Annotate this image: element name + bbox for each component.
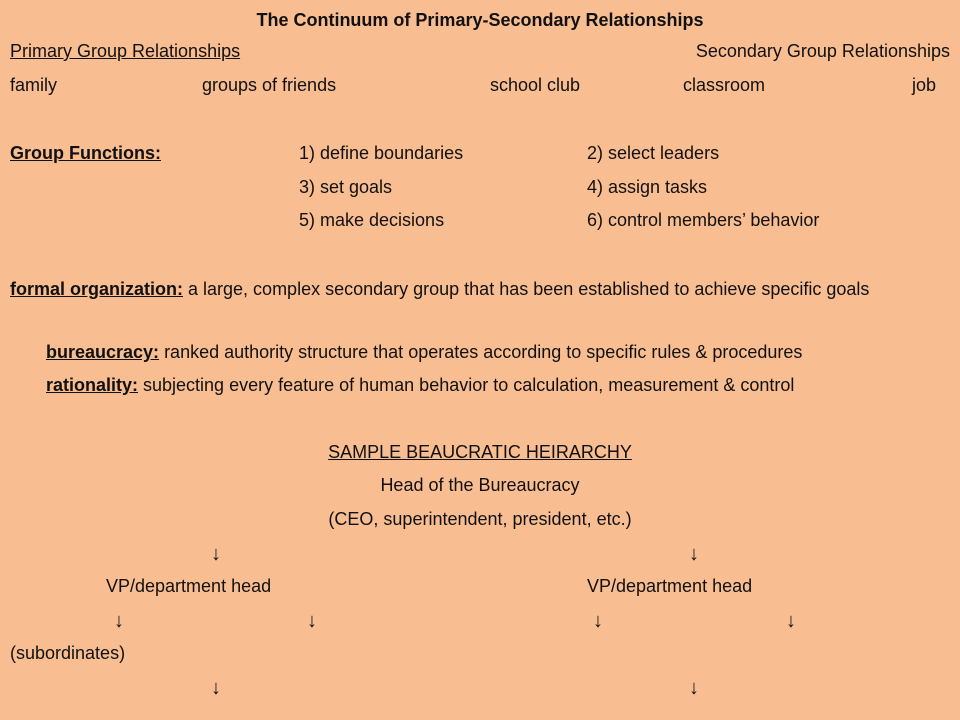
group-function-3: 3) set goals: [299, 177, 393, 197]
arrow-down-icon: ↓: [211, 543, 221, 565]
bureaucracy-text: ranked authority structure that operates according to specific rules & procedures: [159, 342, 803, 362]
continuum-item-friends: groups of friends: [202, 75, 337, 95]
bureaucracy-term: bureaucracy:: [46, 342, 160, 362]
formal-organization-definition: [0, 279, 950, 301]
continuum-item-job: job: [912, 75, 937, 95]
arrow-down-icon: ↓: [114, 610, 124, 632]
continuum-header-underline: [10, 41, 950, 63]
page-title: The Continuum of Primary-Secondary Relationships: [256, 10, 704, 30]
continuum-header-row: [10, 41, 950, 63]
rationality-term: rationality:: [46, 375, 139, 395]
formal-organization-text: a large, complex secondary group that has been established to achieve specific goals: [183, 279, 870, 299]
arrow-down-icon: ↓: [786, 610, 796, 632]
arrow-down-icon: ↓: [211, 677, 221, 699]
group-function-4: 4) assign tasks: [587, 177, 708, 197]
rationality-definition: [46, 375, 794, 397]
subordinates-label: (subordinates): [10, 643, 126, 663]
arrow-down-icon: ↓: [307, 610, 317, 632]
secondary-group-label: Secondary Group Relationships: [695, 41, 950, 61]
group-function-5: 5) make decisions: [299, 210, 445, 230]
rationality-text: subjecting every feature of human behavior to calculation, measurement & control: [138, 375, 795, 395]
arrow-down-icon: ↓: [593, 610, 603, 632]
group-function-6: 6) control members’ behavior: [587, 210, 820, 230]
vp-left: VP/department head: [106, 576, 272, 596]
formal-organization-term: formal organization:: [10, 279, 184, 299]
bureaucracy-definition: [46, 342, 802, 364]
hierarchy-head: Head of the Bureaucracy: [380, 475, 580, 495]
hierarchy-title: SAMPLE BEAUCRATIC HEIRARCHY: [328, 442, 632, 462]
group-function-2: 2) select leaders: [587, 143, 720, 163]
continuum-item-classroom: classroom: [683, 75, 766, 95]
arrow-down-icon: ↓: [689, 677, 699, 699]
hierarchy-head-examples: (CEO, superintendent, president, etc.): [328, 509, 632, 529]
group-functions-label: Group Functions:: [10, 143, 161, 163]
continuum-item-school-club: school club: [490, 75, 581, 95]
group-function-1: 1) define boundaries: [299, 143, 464, 163]
primary-group-label: Primary Group Relationships: [10, 41, 241, 61]
arrow-down-icon: ↓: [689, 543, 699, 565]
vp-right: VP/department head: [587, 576, 753, 596]
continuum-item-family: family: [10, 75, 58, 95]
